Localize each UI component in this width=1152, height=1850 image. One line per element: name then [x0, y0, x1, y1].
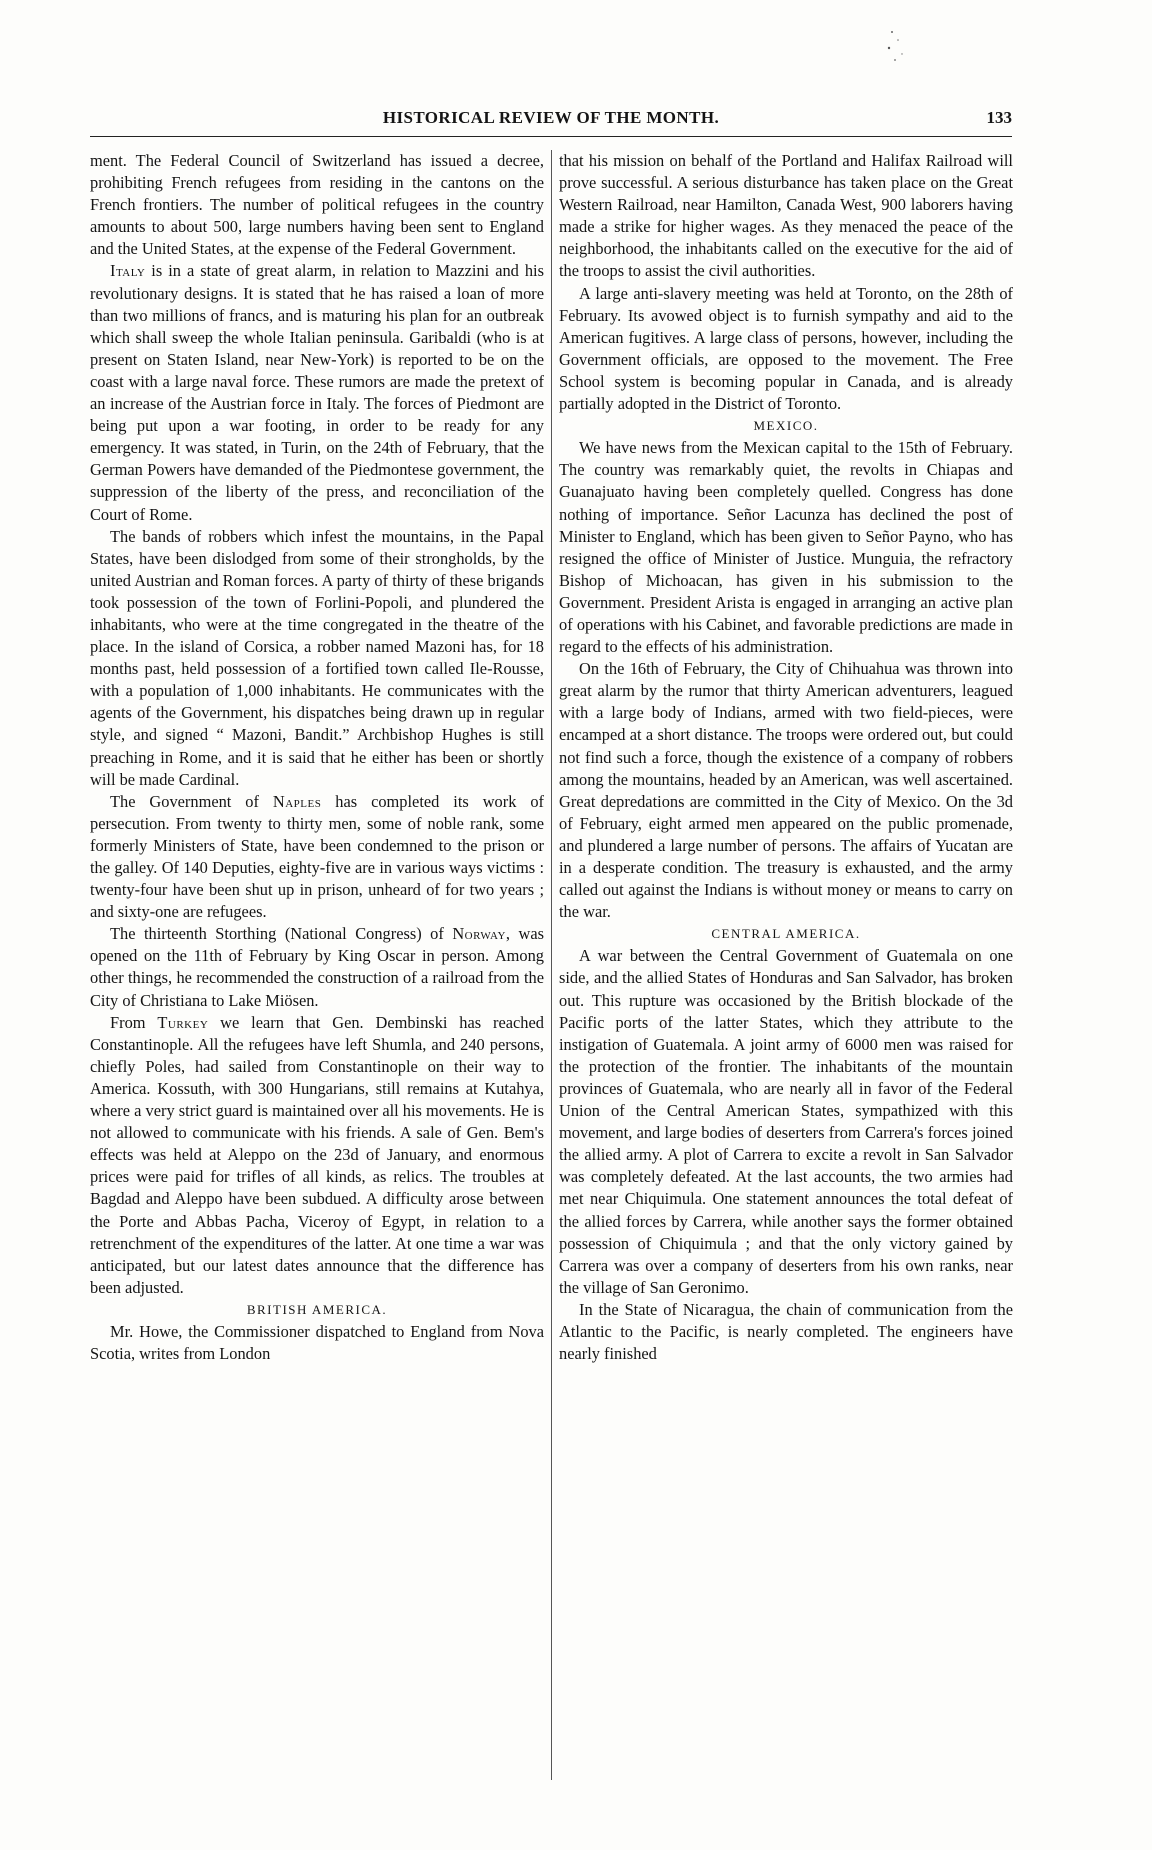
turkey-paragraph [90, 1012, 544, 1299]
naples-text: has completed its work of persecution. From twenty to thirty men, some of noble rank, some formerly Ministers of State, have been condemned to the prison or the galley. Of 140 Deputies, eighty-five are in various ways victims : twenty-four have been shut up in prison, unheard of for two years ; and sixty-one are refugees. [90, 791, 544, 922]
turkey-lead: Turkey [157, 1012, 209, 1032]
page-number: 133 [986, 108, 1012, 127]
naples-paragraph [90, 791, 544, 924]
right-column [559, 150, 1013, 1830]
nicaragua-paragraph: In the State of Nicaragua, the chain of communication from the Atlantic to the Pacific, is nearly completed. The engineers have nearly finished [559, 1299, 1013, 1364]
running-header [90, 106, 1012, 137]
railroad-paragraph: that his mission on behalf of the Portland and Halifax Railroad will prove successful. A serious disturbance has taken place on the Great Western Railroad, near Hamilton, Canada West, 900 laborers having made a strike for higher wages. As they menaced the peace of the neighborhood, the inhabitants called on the executive for the aid of the troops to assist the civil authorities. [559, 151, 1013, 281]
column-divider [551, 150, 552, 1780]
norway-pre: The thirteenth Storthing (National Congress) of [110, 924, 453, 944]
robbers-paragraph: The bands of robbers which infest the mountains, in the Papal States, have been dislodged from some of their strongholds, by the united Austrian and Roman forces. A party of thirty of these brigands took possession of the town of Forlini-Popoli, and plundered the inhabitants, who were at the time congregated in the theatre of the place. In the island of Corsica, a robber named Mazoni has, for 18 months past, held possession of a fortified town called Ile-Rousse, with a population of 1,000 inhabitants. He communicates with the agents of the Government, his dispatches being drawn up in regular style, and signed “ Mazoni, Bandit.” Archbishop Hughes is still preaching in Rome, and it is said that he either has been or shortly will be made Cardinal. [90, 526, 544, 789]
switzerland-paragraph: ment. The Federal Council of Switzerland has issued a decree, prohibiting French refugees from residing in the cantons on the French frontiers. The number of political refugees in the country amounts to about 500, large numbers having been sent to England and the United States, at the expense of the Federal Government. [90, 151, 544, 259]
naples-pre: The Government of [110, 791, 273, 811]
running-title: HISTORICAL REVIEW OF THE MONTH. [382, 108, 720, 127]
norway-text: , was opened on the 11th of February by King Oscar in person. Among other things, he recommended the construction of a railroad from the City of Christiana to Lake Miösen. [90, 924, 544, 1010]
left-column [90, 150, 544, 1830]
naples-lead: Naples [272, 791, 322, 811]
british-america-paragraph: Mr. Howe, the Commissioner dispatched to England from Nova Scotia, writes from London [90, 1321, 544, 1364]
italy-lead: Italy [110, 261, 146, 281]
italy-paragraph [90, 260, 544, 525]
chihuahua-paragraph: On the 16th of February, the City of Chihuahua was thrown into great alarm by the rumor that thirty American adventurers, leagued with a large body of Indians, armed with two field-pieces, were encamped at a short distance. The troops were ordered out, but could not find such a force, though the existence of a company of robbers among the mountains, headed by an American, was well ascertained. Great depredations are committed in the City of Mexico. On the 3d of February, eight armed men appeared on the public promenade, and plundered a large number of persons. The affairs of Yucatan are in a desperate condition. The treasury is exhausted, and the army called out against the Indians is without money or means to carry on the war. [559, 659, 1013, 922]
mexico-news-paragraph: We have news from the Mexican capital to the 15th of February. The country was remarkably quiet, the revolts in Chiapas and Guanajuato having been completely quelled. Congress has done nothing of importance. Señor Lacunza has declined the post of Minister to England, which has been given to Señor Payno, who has resigned the office of Minister of Justice. Munguia, the refractory Bishop of Michoacan, has given in his submission to the Government. President Arista is engaged in arranging an active plan of operations with his Cabinet, and favorable predictions are made in regard to the effects of his administration. [559, 438, 1013, 657]
norway-lead: Norway [452, 924, 506, 944]
italy-text: is in a state of great alarm, in relation to Mazzini and his revolutionary designs. It is stated that he has raised a loan of more than two millions of francs, and is maturing his plan for an outbreak which shall sweep the whole Italian peninsula. Garibaldi (who is at present on Staten Island, near New-York) is reported to be on the coast with a large naval force. These rumors are made the pretext of an increase of the Austrian force in Italy. The forces of Piedmont are being put upon a war footing, in order to be ready for any emergency. It was stated, in Turin, on the 24th of February, that the German Powers have demanded of the Piedmontese government, the suppression of the liberty of the press, and reconciliation of the Court of Rome. [90, 261, 544, 524]
mexico-heading: MEXICO. [753, 418, 819, 434]
norway-paragraph [90, 923, 544, 1011]
ink-specks-decoration [886, 26, 916, 66]
central-america-heading: CENTRAL AMERICA. [711, 926, 861, 942]
british-america-heading: BRITISH AMERICA. [246, 1301, 388, 1317]
turkey-text: we learn that Gen. Dembinski has reached Constantinople. All the refugees have left Shumla, and 240 persons, chiefly Poles, had sailed from Constantinople on their way to America. Kossuth, with 300 Hungarians, still remains at Kutahya, where a very strict guard is maintained over all his movements. He is not allowed to communicate with his friends. A sale of Gen. Bem's effects was held at Aleppo on the 23d of January, and enormous prices were paid for trifles of all kinds, as relics. The troubles at Bagdad and Aleppo have been subdued. A difficulty arose between the Porte and Abbas Pacha, Viceroy of Egypt, in relation to a retrenchment of the expenditures of the latter. At one time a war was anticipated, but our latest dates announce that the difference has been adjusted. [90, 1012, 544, 1297]
anti-slavery-paragraph: A large anti-slavery meeting was held at Toronto, on the 28th of February. Its avowed object is to furnish sympathy and aid to the American fugitives. A large class of persons, however, including the Government officials, are opposed to the movement. The Free School system is becoming popular in Canada, and is already partially adopted in the District of Toronto. [559, 283, 1013, 414]
guatemala-paragraph: A war between the Central Government of Guatemala on one side, and the allied States of Honduras and San Salvador, has broken out. This rupture was occasioned by the British blockade of the Pacific ports of the latter States, which they attribute to the instigation of Guatemala. A joint army of 6000 men was raised for the protection of the frontier. The inhabitants of the mountain provinces of Guatemala, who are nearly all in favor of the Federal Union of the Central American States, sympathized with this movement, and large bodies of deserters from Carrera's forces joined the allied army. A plot of Carrera to excite a revolt in San Salvador was completely defeated. At the last accounts, the two armies had met near Chiquimula. One statement announces the total defeat of the allied forces by Carrera, while another says the former obtained possession of Chiquimula ; and that the only victory gained by Carrera was over a company of deserters from his own ranks, near the village of San Geronimo. [559, 946, 1013, 1297]
turkey-pre: From [110, 1012, 158, 1032]
